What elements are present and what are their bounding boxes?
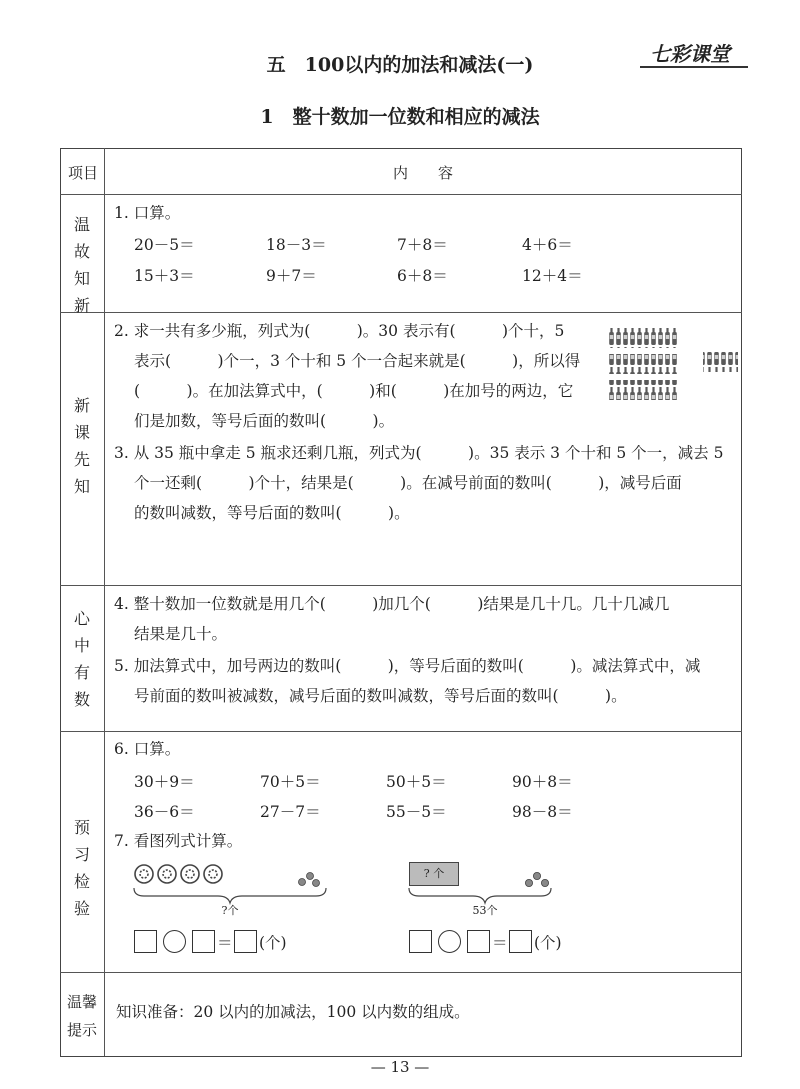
q2-line: 们是加数，等号后面的数叫( )。: [134, 412, 395, 430]
flower-cluster: [135, 865, 222, 883]
bottle-pack-ten: [608, 328, 678, 348]
equals-sign: ＝: [492, 934, 508, 952]
answer-box[interactable]: [234, 930, 257, 953]
unit-title: 五 100以内的加法和减法(一): [266, 54, 534, 76]
section-label-wenxin: 温馨 提示: [66, 993, 97, 1039]
header-content-label: 内 容: [392, 164, 453, 182]
calc-item: 30＋9＝: [134, 773, 195, 791]
calc-item: 7＋8＝: [397, 236, 448, 254]
loose-items: [299, 873, 320, 887]
operator-circle[interactable]: [438, 930, 461, 953]
q3-line: 个一还剩( )个十，结果是( )。在减号前面的数叫( )，减号后面: [134, 474, 682, 492]
calc-item: 18－3＝: [266, 236, 327, 254]
calc-item: 70＋5＝: [260, 773, 321, 791]
answer-box[interactable]: [467, 930, 490, 953]
answer-box[interactable]: [409, 930, 432, 953]
loose-items: [525, 872, 548, 886]
q2-line: 2. 求一共有多少瓶，列式为( )。30 表示有( )个十，5: [114, 322, 565, 340]
q4-line: 结果是几十。: [134, 625, 228, 643]
calc-item: 50＋5＝: [386, 773, 447, 791]
q2-line: ( )。在加法算式中，( )和( )在加号的两边，它: [134, 382, 574, 400]
calc-item: 27－7＝: [260, 803, 321, 821]
answer-box[interactable]: [192, 930, 215, 953]
brace: [409, 888, 551, 903]
calc-item: 9＋7＝: [266, 267, 317, 285]
calc-item: 20－5＝: [134, 236, 195, 254]
table-row-divider: [60, 731, 742, 732]
page-number: — 13 —: [370, 1058, 430, 1076]
table-column-divider: [104, 148, 105, 1056]
bottle-pack-ten: [608, 354, 678, 374]
brace: [134, 888, 326, 903]
q4-line: 4. 整十数加一位数就是用几个( )加几个( )结果是几十几。几十几减几: [114, 595, 670, 613]
brand-logo: 七彩课堂: [650, 42, 730, 66]
answer-box[interactable]: [134, 930, 157, 953]
table-row-divider: [60, 972, 742, 973]
q1-title: 1. 口算。: [114, 204, 181, 222]
q7-title: 7. 看图列式计算。: [114, 832, 243, 850]
section-label-xinke: 新 课 先 知: [73, 396, 90, 496]
q5-line: 号前面的数叫被减数，减号后面的数叫减数，等号后面的数叫( )。: [134, 687, 627, 705]
lesson-title: 1 整十数加一位数和相应的减法: [260, 106, 540, 128]
calc-item: 98－8＝: [512, 803, 573, 821]
section-label-xinzhong: 心 中 有 数: [73, 609, 90, 709]
bottle-ones: [703, 352, 738, 372]
unknown-quantity-box: ? 个: [409, 862, 459, 886]
section-label-wengu: 温 故 知 新: [73, 215, 90, 315]
calc-item: 4＋6＝: [522, 236, 573, 254]
section-label-yuxi: 预 习 检 验: [73, 818, 90, 918]
q6-title: 6. 口算。: [114, 740, 181, 758]
figure-1-brace-label: ?个: [221, 904, 239, 917]
answer-box[interactable]: [509, 930, 532, 953]
equals-sign: ＝: [217, 934, 233, 952]
calc-item: 55－5＝: [386, 803, 447, 821]
bottles-illustration: [608, 326, 738, 410]
calc-item: 90＋8＝: [512, 773, 573, 791]
unit-label: (个): [259, 934, 287, 952]
bottle-pack-ten: [608, 380, 678, 400]
tip-text: 知识准备：20 以内的加减法，100 以内数的组成。: [116, 1003, 470, 1021]
q2-line: 表示( )个一，3 个十和 5 个一合起来就是( )，所以得: [134, 352, 581, 370]
unit-label: (个): [534, 934, 562, 952]
figure-2-brace-label: 53个: [472, 904, 498, 917]
header-item-label: 项目: [67, 164, 98, 182]
calc-item: 36－6＝: [134, 803, 195, 821]
table-row-divider: [60, 194, 742, 195]
q5-line: 5. 加法算式中，加号两边的数叫( )，等号后面的数叫( )。减法算式中，减: [114, 657, 701, 675]
table-row-divider: [60, 312, 742, 313]
q3-line: 3. 从 35 瓶中拿走 5 瓶求还剩几瓶，列式为( )。35 表示 3 个十和 5 个一，减去 5: [114, 444, 724, 462]
calc-item: 6＋8＝: [397, 267, 448, 285]
q3-line: 的数叫减数，等号后面的数叫( )。: [134, 504, 410, 522]
calc-item: 12＋4＝: [522, 267, 583, 285]
table-row-divider: [60, 585, 742, 586]
calc-item: 15＋3＝: [134, 267, 195, 285]
operator-circle[interactable]: [163, 930, 186, 953]
